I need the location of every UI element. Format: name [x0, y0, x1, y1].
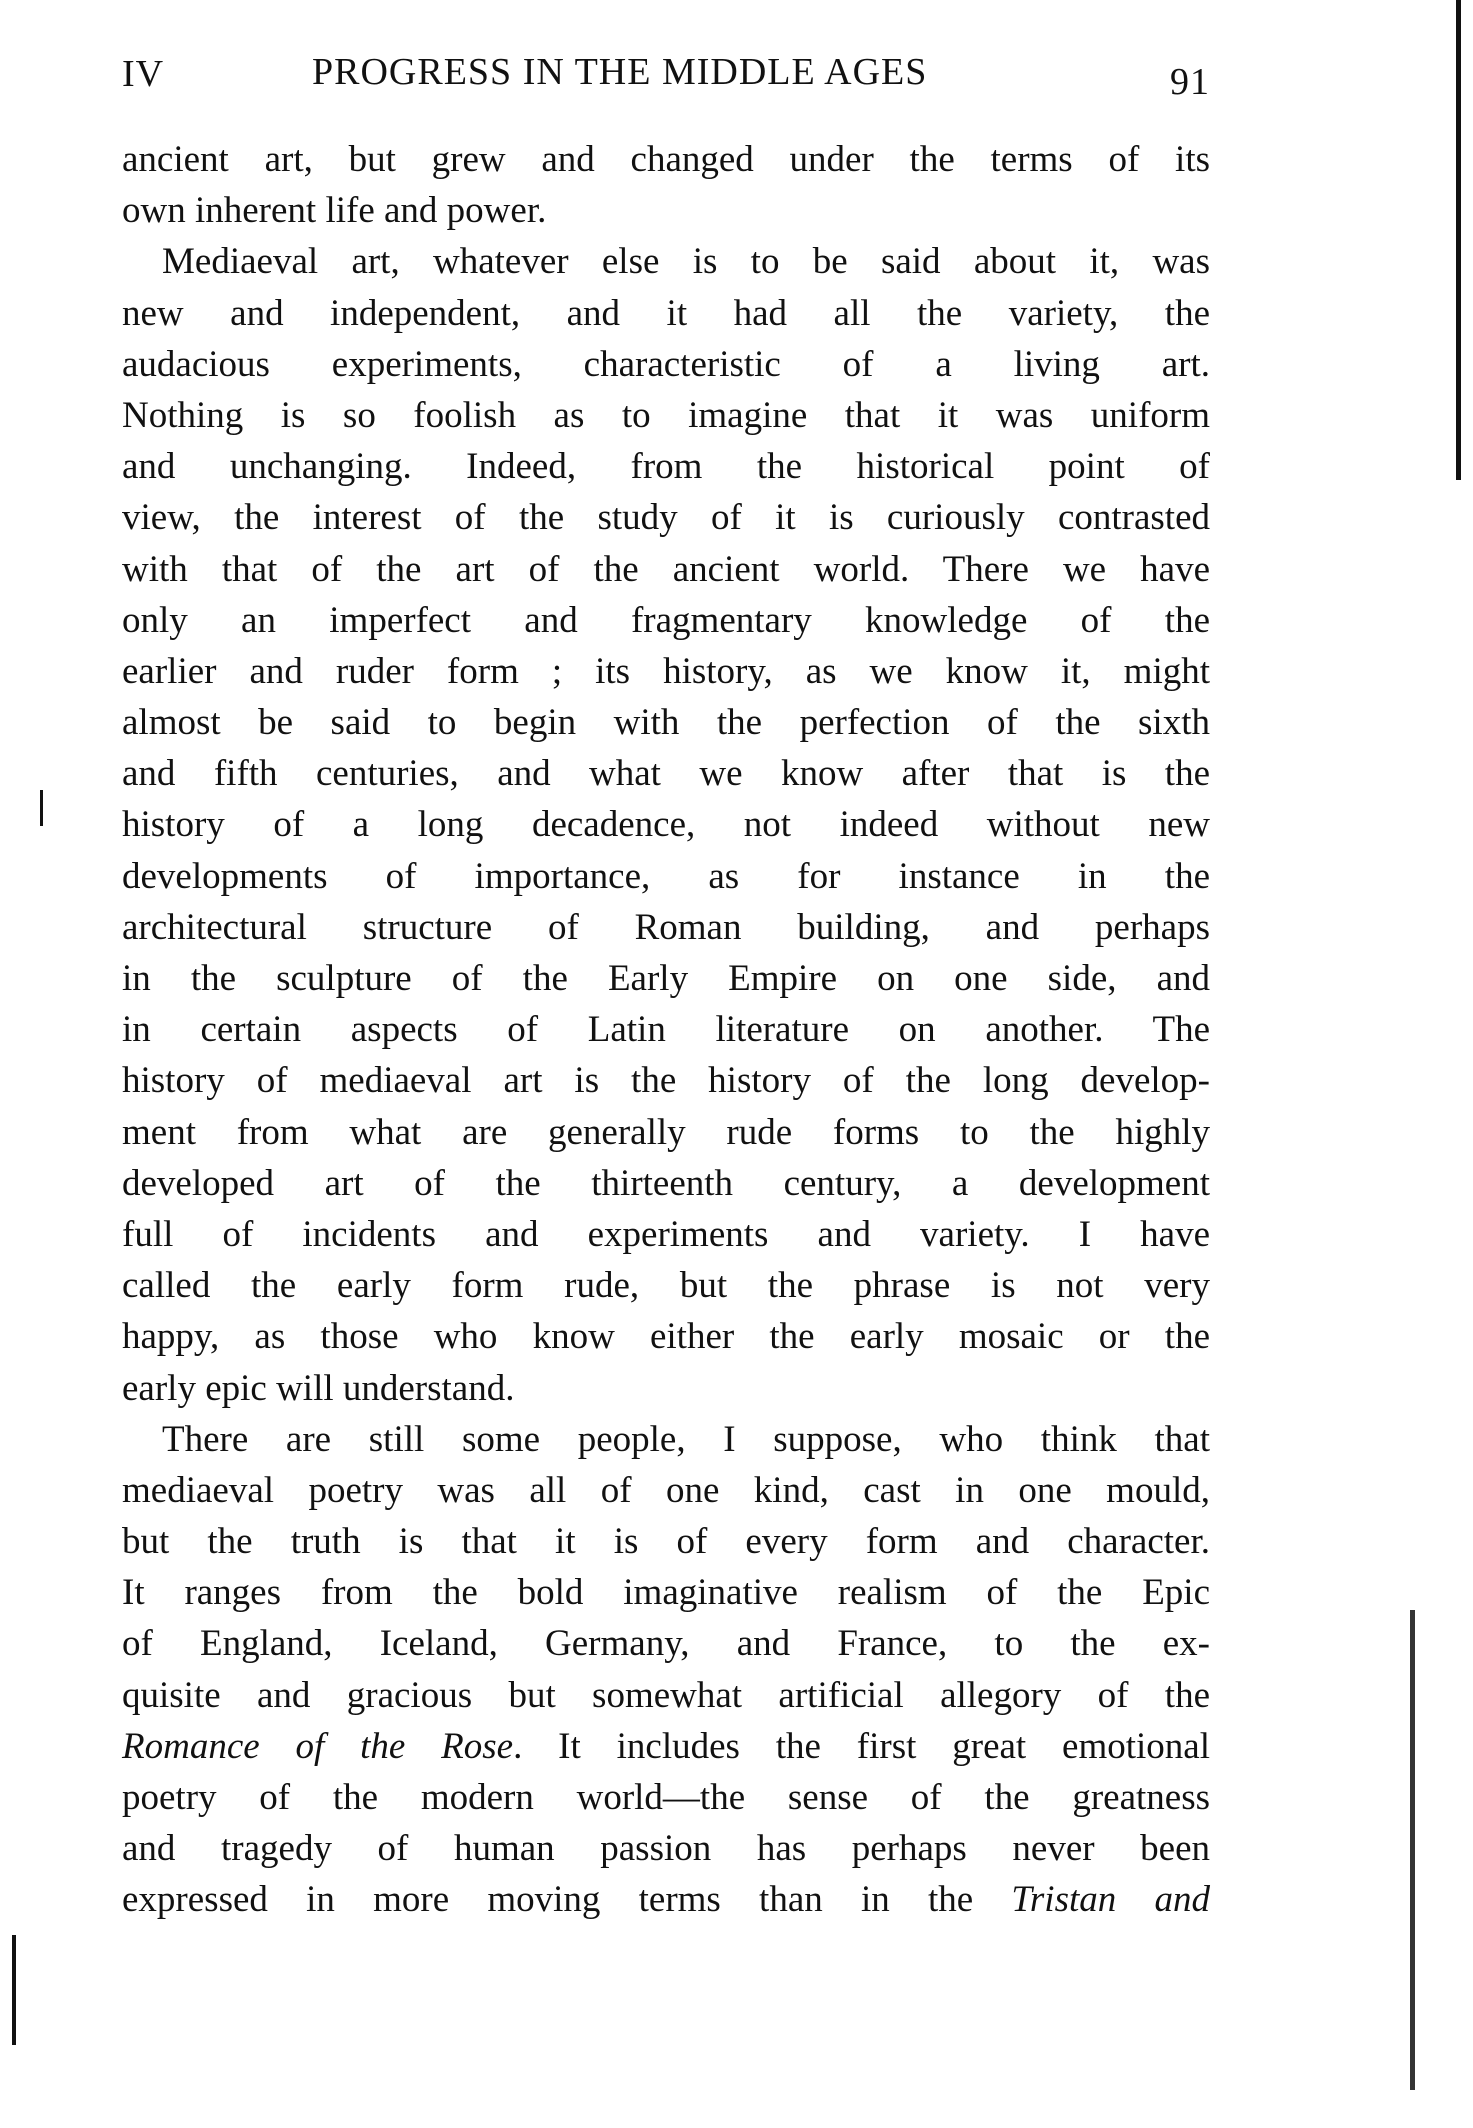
- text-line: [122, 134, 1210, 185]
- text-segment: Mediaeval art, whatever else is to be said about it, was: [162, 241, 1210, 283]
- text-line: [122, 339, 1210, 390]
- text-segment: history of a long decadence, not indeed without new: [122, 804, 1210, 846]
- text-segment: developments of importance, as for instance in the: [122, 855, 1210, 897]
- text-segment: It ranges from the bold imaginative realism of the Epic: [122, 1572, 1210, 1614]
- text-line: [122, 1465, 1210, 1516]
- chapter-number: IV: [122, 53, 165, 95]
- text-segment: in the sculpture of the Early Empire on one side, and: [122, 958, 1210, 999]
- text-line: [122, 1158, 1210, 1209]
- text-line: [122, 595, 1210, 646]
- text-line: [122, 236, 1210, 287]
- text-segment: ment from what are generally rude forms to the highly: [122, 1111, 1210, 1153]
- text-line: [122, 390, 1210, 441]
- text-segment: almost be said to begin with the perfection of the sixth: [122, 702, 1210, 744]
- page-number: 91: [1170, 61, 1210, 103]
- text-line: [122, 748, 1210, 799]
- text-line: [122, 1874, 1210, 1925]
- italic-title-text: Tristan and: [1011, 1879, 1210, 1921]
- text-line: [122, 1363, 1210, 1414]
- text-line: [122, 185, 1210, 236]
- scan-mark-left-bottom: [12, 1935, 16, 2045]
- text-segment: mediaeval poetry was all of one kind, cast in one mould,: [122, 1469, 1210, 1511]
- running-header: [122, 44, 1210, 104]
- text-segment: and unchanging. Indeed, from the historical point of: [122, 446, 1210, 488]
- text-line: [122, 1414, 1210, 1465]
- text-segment: audacious experiments, characteristic of a living art.: [122, 343, 1210, 385]
- text-line: [122, 851, 1210, 902]
- text-segment: and fifth centuries, and what we know after that is the: [122, 753, 1210, 795]
- text-segment: earlier and ruder form ; its history, as we know it, might: [122, 650, 1210, 692]
- text-line: [122, 1004, 1210, 1055]
- text-segment: poetry of the modern world—the sense of the greatness: [122, 1777, 1210, 1818]
- text-segment: only an imperfect and fragmentary knowledge of the: [122, 599, 1210, 641]
- text-segment: architectural structure of Roman building, and perhaps: [122, 906, 1210, 948]
- text-segment: new and independent, and it had all the variety, the: [122, 292, 1210, 334]
- text-segment: view, the interest of the study of it is curiously contrasted: [122, 497, 1210, 539]
- text-segment: history of mediaeval art is the history of the long develop-: [122, 1060, 1210, 1102]
- text-line: [122, 799, 1210, 850]
- text-segment: ancient art, but grew and changed under the terms of its: [122, 139, 1210, 180]
- text-line: [122, 288, 1210, 339]
- text-segment: There are still some people, I suppose, who think that: [162, 1418, 1210, 1460]
- text-segment: Nothing is so foolish as to imagine that it was uniform: [122, 394, 1210, 436]
- italic-title-text: Romance of the Rose: [122, 1725, 514, 1767]
- scan-mark-left: [40, 790, 43, 826]
- text-segment: of England, Iceland, Germany, and France, to the ex-: [122, 1623, 1210, 1665]
- text-segment: . It includes the first great emotional: [513, 1725, 1210, 1767]
- scan-edge-mark-top-right: [1456, 0, 1461, 480]
- text-line: [122, 1209, 1210, 1260]
- text-segment: own inherent life and power.: [122, 190, 547, 232]
- text-segment: expressed in more moving terms than in the: [122, 1879, 1012, 1921]
- text-segment: but the truth is that it is of every form and character.: [122, 1521, 1210, 1563]
- text-line: [122, 1823, 1210, 1874]
- body-text: [122, 134, 1210, 1926]
- text-line: [122, 441, 1210, 492]
- text-segment: early epic will understand.: [122, 1367, 515, 1409]
- scan-edge-mark-bottom-right: [1410, 1610, 1415, 2090]
- text-segment: called the early form rude, but the phrase is not very: [122, 1265, 1210, 1307]
- text-line: [122, 1311, 1210, 1362]
- text-line: [122, 646, 1210, 697]
- running-title: PROGRESS IN THE MIDDLE AGES: [312, 51, 928, 93]
- text-segment: quisite and gracious but somewhat artificial allegory of the: [122, 1674, 1210, 1716]
- text-line: [122, 1772, 1210, 1823]
- text-line: [122, 902, 1210, 953]
- text-segment: developed art of the thirteenth century, a development: [122, 1162, 1210, 1204]
- text-line: [122, 953, 1210, 1004]
- text-segment: happy, as those who know either the early mosaic or the: [122, 1316, 1210, 1358]
- text-line: [122, 1260, 1210, 1311]
- text-line: [122, 697, 1210, 748]
- text-line: [122, 1618, 1210, 1669]
- text-segment: full of incidents and experiments and variety. I have: [122, 1213, 1210, 1255]
- text-segment: with that of the art of the ancient world. There we have: [122, 548, 1210, 590]
- text-line: [122, 1107, 1210, 1158]
- text-line: [122, 1670, 1210, 1721]
- text-segment: in certain aspects of Latin literature on another. The: [122, 1009, 1210, 1051]
- text-line: [122, 1721, 1210, 1772]
- text-line: [122, 492, 1210, 543]
- text-line: [122, 1055, 1210, 1106]
- text-line: [122, 544, 1210, 595]
- text-segment: and tragedy of human passion has perhaps never been: [122, 1828, 1210, 1870]
- text-line: [122, 1567, 1210, 1618]
- text-line: [122, 1516, 1210, 1567]
